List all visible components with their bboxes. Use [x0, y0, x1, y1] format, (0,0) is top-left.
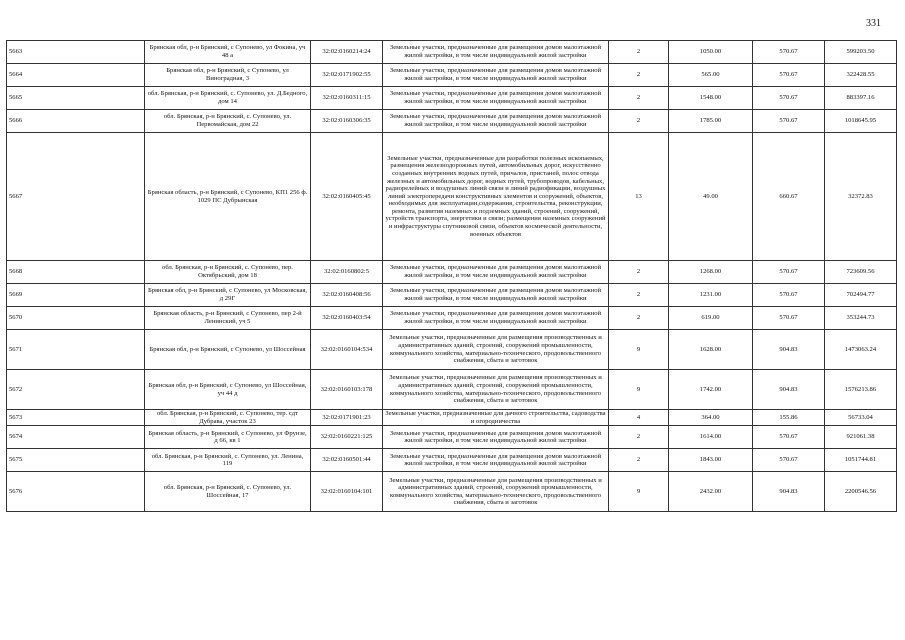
record-id-cell: 5667 [7, 133, 145, 261]
use-group-cell: 2 [609, 110, 669, 133]
area-cell: 565.00 [669, 64, 753, 87]
use-group-cell: 2 [609, 261, 669, 284]
specific-value-cell: 155.86 [753, 410, 825, 426]
record-id-cell: 5665 [7, 87, 145, 110]
cadastral-value-cell: 1473063.24 [825, 330, 897, 370]
table-row [7, 472, 897, 512]
record-id-cell: 5671 [7, 330, 145, 370]
record-id-cell: 5666 [7, 110, 145, 133]
address-cell: обл. Брянская, р-н Брянский, с. Супонево, ул. Шоссейная, 17 [145, 472, 311, 512]
address-cell: обл. Брянская, р-н Брянский, с. Супонево, тер. сдт Дубрава, участок 23 [145, 410, 311, 426]
cadastral-number-cell: 32:02:0160103:178 [311, 370, 383, 410]
cadastral-number-cell: 32:02:0160221:125 [311, 426, 383, 449]
area-cell: 619.00 [669, 307, 753, 330]
area-cell: 1231.00 [669, 284, 753, 307]
permitted-use-cell: Земельные участки, предназначенные для размещения домов малоэтажной жилой застройки, в том числе индивидуальной жилой застройки [383, 426, 609, 449]
cadastral-value-cell: 599203.50 [825, 41, 897, 64]
table-row [7, 64, 897, 87]
use-group-cell: 13 [609, 133, 669, 261]
area-cell: 1268.00 [669, 261, 753, 284]
use-group-cell: 2 [609, 284, 669, 307]
address-cell: обл. Брянская, р-н Брянский, с. Супонево, ул. Ленина, 119 [145, 449, 311, 472]
use-group-cell: 9 [609, 472, 669, 512]
cadastral-number-cell: 32:02:0160104:534 [311, 330, 383, 370]
cadastral-value-table [6, 40, 897, 512]
table-row [7, 370, 897, 410]
area-cell: 1050.00 [669, 41, 753, 64]
table-row [7, 449, 897, 472]
record-id-cell: 5672 [7, 370, 145, 410]
permitted-use-cell: Земельные участки, предназначенные для размещения производственных и административных зданий, строений, сооружений промышленности, коммунального хозяйства, материально-технического, продовольственного снабжения, сбыта и заготовок [383, 370, 609, 410]
permitted-use-cell: Земельные участки, предназначенные для дачного строительства, садоводства и огородничества [383, 410, 609, 426]
area-cell: 1785.00 [669, 110, 753, 133]
page-number: 331 [866, 18, 881, 29]
area-cell: 1548.00 [669, 87, 753, 110]
record-id-cell: 5676 [7, 472, 145, 512]
specific-value-cell: 570.67 [753, 307, 825, 330]
table-row [7, 261, 897, 284]
cadastral-value-cell: 1051744.81 [825, 449, 897, 472]
cadastral-value-cell: 32372.83 [825, 133, 897, 261]
permitted-use-cell: Земельные участки, предназначенные для размещения домов малоэтажной жилой застройки, в том числе индивидуальной жилой застройки [383, 284, 609, 307]
permitted-use-cell: Земельные участки, предназначенные для размещения домов малоэтажной жилой застройки, в том числе индивидуальной жилой застройки [383, 87, 609, 110]
record-id-cell: 5670 [7, 307, 145, 330]
table-row [7, 426, 897, 449]
address-cell: обл. Брянская, р-н Брянский, с. Супонево, ул. Первомайская, дом 22 [145, 110, 311, 133]
use-group-cell: 2 [609, 307, 669, 330]
table-row [7, 110, 897, 133]
table-row [7, 307, 897, 330]
area-cell: 2432.00 [669, 472, 753, 512]
address-cell: обл. Брянская, р-н Брянский, с. Супонево, пер. Октябрьский, дом 18 [145, 261, 311, 284]
specific-value-cell: 570.67 [753, 41, 825, 64]
cadastral-number-cell: 32:02:0160306:35 [311, 110, 383, 133]
record-id-cell: 5675 [7, 449, 145, 472]
address-cell: Брянская обл, р-н Брянский, с Супонево, ул Виноградная, 3 [145, 64, 311, 87]
address-cell: обл. Брянская, р-н Брянский, с. Супонево, ул. Д.Бедного, дом 14 [145, 87, 311, 110]
use-group-cell: 9 [609, 370, 669, 410]
cadastral-number-cell: 32:02:0160405:45 [311, 133, 383, 261]
specific-value-cell: 570.67 [753, 449, 825, 472]
record-id-cell: 5669 [7, 284, 145, 307]
use-group-cell: 2 [609, 449, 669, 472]
permitted-use-cell: Земельные участки, предназначенные для размещения домов малоэтажной жилой застройки, в том числе индивидуальной жилой застройки [383, 449, 609, 472]
address-cell: Брянская обл, р-н Брянский, с Супонево, ул Шоссейная [145, 330, 311, 370]
permitted-use-cell: Земельные участки, предназначенные для размещения производственных и административных зданий, строений, сооружений промышленности, коммунального хозяйства, материально-технического, продовольственного снабжения, сбыта и заготовок [383, 472, 609, 512]
table-row [7, 284, 897, 307]
area-cell: 1614.00 [669, 426, 753, 449]
specific-value-cell: 904.83 [753, 330, 825, 370]
record-id-cell: 5673 [7, 410, 145, 426]
cadastral-number-cell: 32:02:0160104:101 [311, 472, 383, 512]
specific-value-cell: 570.67 [753, 261, 825, 284]
permitted-use-cell: Земельные участки, предназначенные для размещения домов малоэтажной жилой застройки, в том числе индивидуальной жилой застройки [383, 261, 609, 284]
use-group-cell: 2 [609, 87, 669, 110]
permitted-use-cell: Земельные участки, предназначенные для размещения домов малоэтажной жилой застройки, в том числе индивидуальной жилой застройки [383, 110, 609, 133]
use-group-cell: 2 [609, 426, 669, 449]
table-row [7, 410, 897, 426]
area-cell: 49.00 [669, 133, 753, 261]
record-id-cell: 5668 [7, 261, 145, 284]
specific-value-cell: 904.83 [753, 472, 825, 512]
area-cell: 1742.00 [669, 370, 753, 410]
cadastral-value-cell: 353244.73 [825, 307, 897, 330]
address-cell: Брянская область, р-н Брянский, с Супонево, пер 2-й Ленинский, уч 5 [145, 307, 311, 330]
use-group-cell: 2 [609, 64, 669, 87]
record-id-cell: 5674 [7, 426, 145, 449]
use-group-cell: 4 [609, 410, 669, 426]
use-group-cell: 2 [609, 41, 669, 64]
cadastral-value-cell: 1018645.95 [825, 110, 897, 133]
cadastral-value-cell: 883397.16 [825, 87, 897, 110]
specific-value-cell: 570.67 [753, 110, 825, 133]
cadastral-value-cell: 921061.38 [825, 426, 897, 449]
address-cell: Брянская область, р-н Брянский, с Супонево, ул Фрунзе, д 66, кв 1 [145, 426, 311, 449]
cadastral-number-cell: 32:02:0160501:44 [311, 449, 383, 472]
address-cell: Брянская область, р-н Брянский, с Супонево, КП1 256 ф. 1029 ПС Дубрынская [145, 133, 311, 261]
cadastral-number-cell: 32:02:0160408:56 [311, 284, 383, 307]
cadastral-value-cell: 2200546.56 [825, 472, 897, 512]
specific-value-cell: 570.67 [753, 284, 825, 307]
permitted-use-cell: Земельные участки, предназначенные для размещения домов малоэтажной жилой застройки, в том числе индивидуальной жилой застройки [383, 307, 609, 330]
area-cell: 364.00 [669, 410, 753, 426]
table-row [7, 41, 897, 64]
area-cell: 1628.00 [669, 330, 753, 370]
permitted-use-cell: Земельные участки, предназначенные для разработки полезных ископаемых, размещения железнодорожных путей, автомобильных дорог, искусственно созданных внутренних водных путей, причалов, пристаней, полос отвода железных и автомобильных дорог, водных путей, трубопроводов, кабельных, радиорелейных и воздушных линий связи и линий радиофикации, воздушных линий электропередачи конструктивных элементов и сооружений, объектов, необходимых для эксплуатации,содержания, строительства, реконструкции, ремонта, развития наземных и подземных зданий, строений, сооружений, устройств транспорта, энергетики и связи; размещения наземных сооружений и инфраструктуры спутниковой связи, объектов космической деятельности, военных объектов [383, 133, 609, 261]
record-id-cell: 5663 [7, 41, 145, 64]
cadastral-value-cell: 702494.77 [825, 284, 897, 307]
permitted-use-cell: Земельные участки, предназначенные для размещения домов малоэтажной жилой застройки, в том числе индивидуальной жилой застройки [383, 41, 609, 64]
address-cell: Брянская обл, р-н Брянский, с Супонево, ул Фокина, уч 48 а [145, 41, 311, 64]
cadastral-number-cell: 32:02:0171902:55 [311, 64, 383, 87]
address-cell: Брянская обл, р-н Брянский, с Супонево, ул Шоссейная, уч 44 д [145, 370, 311, 410]
table-row [7, 133, 897, 261]
cadastral-value-cell: 1576213.86 [825, 370, 897, 410]
specific-value-cell: 660.67 [753, 133, 825, 261]
cadastral-number-cell: 32:02:0160802:5 [311, 261, 383, 284]
cadastral-number-cell: 32:02:0160311:15 [311, 87, 383, 110]
cadastral-value-cell: 56733.04 [825, 410, 897, 426]
cadastral-value-cell: 322428.55 [825, 64, 897, 87]
address-cell: Брянская обл, р-н Брянский, с Супонево, ул Московская, д 29Г [145, 284, 311, 307]
cadastral-number-cell: 32:02:0160403:54 [311, 307, 383, 330]
specific-value-cell: 570.67 [753, 87, 825, 110]
cadastral-number-cell: 32:02:0171901:23 [311, 410, 383, 426]
record-id-cell: 5664 [7, 64, 145, 87]
specific-value-cell: 904.83 [753, 370, 825, 410]
area-cell: 1843.00 [669, 449, 753, 472]
permitted-use-cell: Земельные участки, предназначенные для размещения домов малоэтажной жилой застройки, в том числе индивидуальной жилой застройки [383, 64, 609, 87]
permitted-use-cell: Земельные участки, предназначенные для размещения производственных и административных зданий, строений, сооружений промышленности, коммунального хозяйства, материально-технического, продовольственного снабжения, сбыта и заготовок [383, 330, 609, 370]
use-group-cell: 9 [609, 330, 669, 370]
table-row [7, 87, 897, 110]
specific-value-cell: 570.67 [753, 64, 825, 87]
table-row [7, 330, 897, 370]
cadastral-number-cell: 32:02:0160214:24 [311, 41, 383, 64]
specific-value-cell: 570.67 [753, 426, 825, 449]
cadastral-value-cell: 723609.56 [825, 261, 897, 284]
